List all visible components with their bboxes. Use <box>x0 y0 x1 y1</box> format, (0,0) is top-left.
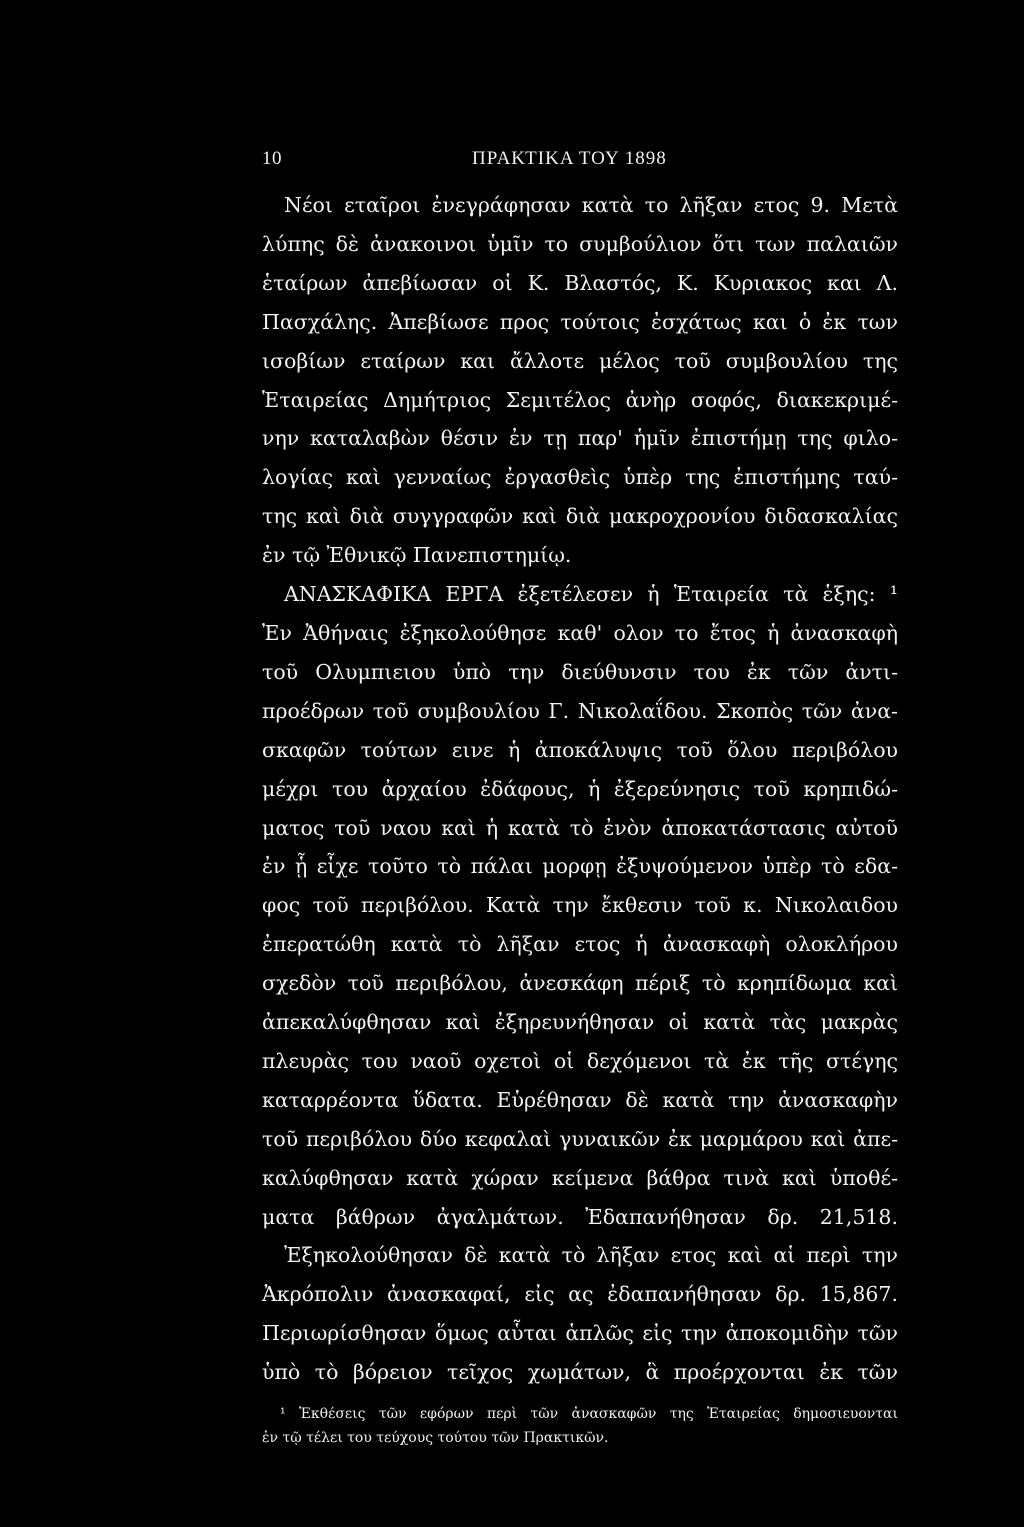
text-line: Νέοι εταῖροι ἐνεγράφησαν κατὰ το λῆξαν ετος 9. Μετὰ <box>284 193 898 217</box>
text-line: λύπης δὲ ἀνακοινοι ὑμῖν το συμβούλιον ὅτι των παλαιῶν <box>262 231 898 256</box>
text-line: καταρρέοντα ὕδατα. Εὑρέθησαν δὲ κατὰ την ἀνασκαφὴν <box>262 1087 898 1112</box>
text-line: ισοβίων εταίρων και ἄλλοτε μέλος τοῦ συμβουλίου της <box>262 348 898 373</box>
text-line: ἐν τῷ Ἐθνικῷ Πανεπιστημίῳ. <box>262 543 572 568</box>
footnote-line: ἐν τῷ τέλει του τεύχους τούτου τῶν Πρακτικῶν. <box>262 1430 609 1447</box>
text-line: μέχρι του ἀρχαίου ἐδάφους, ἡ ἐξερεύνησις τοῦ κρηπιδώ- <box>262 776 898 801</box>
section-heading-line: ΑΝΑΣΚΑΦΙΚΑ ΕΡΓΑ ἐξετέλεσεν ἡ Ἑταιρεία τὰ ἑξης: ¹ <box>284 582 898 607</box>
footnote-line: ¹ Ἐκθέσεις τῶν εφόρων περὶ τῶν ἀνασκαφῶν της Ἑταιρείας δημοσιευονται <box>280 1406 898 1423</box>
text-line: φος τοῦ περιβόλου. Κατὰ την ἔκθεσιν τοῦ κ. Νικολαιδου <box>262 893 898 918</box>
text-line: ματος τοῦ ναου καὶ ἡ κατὰ τὸ ἐνὸν ἀποκατάστασις αὐτοῦ <box>262 815 898 840</box>
text-line: σκαφῶν τούτων εινε ἡ ἀποκάλυψις τοῦ ὅλου περιβόλου <box>262 737 898 762</box>
text-line: ἑταίρων ἀπεβίωσαν οἱ Κ. Βλαστός, Κ. Κυριακος και Λ. <box>262 270 898 295</box>
text-line: καλύφθησαν κατὰ χώραν κείμενα βάθρα τινὰ καὶ ὑποθέ- <box>262 1165 898 1190</box>
text-line: τοῦ Ολυμπιειου ὑπὸ την διεύθυνσιν του ἐκ τῶν ἀντι- <box>262 659 898 684</box>
text-line: ἀπεκαλύφθησαν καὶ ἐξηρευνήθησαν οἱ κατὰ τὰς μακρὰς <box>262 1010 898 1035</box>
text-line: ἐν ᾗ εἶχε τοῦτο τὸ πάλαι μορφῃ ἐξυψούμενον ὑπὲρ τὸ εδα- <box>262 854 898 879</box>
text-line: σχεδὸν τοῦ περιβόλου, ἀνεσκάφη πέριξ τὸ κρηπίδωμα καὶ <box>262 971 898 996</box>
text-line: Ἐν Ἀθήναις ἐξηκολούθησε καθ' ολον το ἔτος ἡ ἀνασκαφὴ <box>262 620 898 645</box>
text-line: της καὶ διὰ συγγραφῶν καὶ διὰ μακροχρονίου διδασκαλίας <box>262 504 898 529</box>
footnote <box>262 1402 898 1450</box>
running-head: ΠΡΑΚΤΙΚΑ ΤΟΥ 1898 <box>472 148 667 169</box>
page <box>262 148 898 1450</box>
text-line: τοῦ περιβόλου δύο κεφαλαὶ γυναικῶν ἐκ μαρμάρου καὶ ἀπε- <box>262 1126 898 1151</box>
text-line: ἐπερατώθη κατὰ τὸ λῆξαν ετος ἡ ἀνασκαφὴ ολοκλήρου <box>262 932 898 957</box>
text-line: Περιωρίσθησαν ὅμως αὗται ἁπλῶς εἰς την ἀποκομιδὴν τῶν <box>262 1321 898 1346</box>
page-number: 10 <box>262 148 282 169</box>
body-text <box>262 186 898 1392</box>
text-line: Ἀκρόπολιν ἀνασκαφαί, εἰς ας ἐδαπανήθησαν δρ. 15,867. <box>262 1282 898 1307</box>
text-line: ματα βάθρων ἀγαλμάτων. Ἐδαπανήθησαν δρ. 21,518. <box>262 1204 898 1229</box>
text-line: Ἑταιρείας Δημήτριος Σεμιτέλος ἀνὴρ σοφός, διακεκριμέ- <box>262 387 898 412</box>
page-header <box>262 148 898 182</box>
text-line: ὑπὸ τὸ βόρειον τεῖχος χωμάτων, ἃ προέρχονται ἐκ τῶν <box>262 1360 898 1385</box>
text-line: νην καταλαβὼν θέσιν ἐν τῃ παρ' ἡμῖν ἐπιστήμῃ της φιλο- <box>262 426 898 451</box>
text-line: λογίας καὶ γενναίως ἐργασθεὶς ὑπὲρ της ἐπιστήμης ταύ- <box>262 465 898 490</box>
text-line: Ἐξηκολούθησαν δὲ κατὰ τὸ λῆξαν ετος καὶ αἱ περὶ την <box>284 1243 898 1268</box>
text-line: προέδρων τοῦ συμβουλίου Γ. Νικολαΐδου. Σκοπὸς τῶν ἀνα- <box>262 698 898 723</box>
text-line: πλευρὰς του ναοῦ οχετοὶ οἱ δεχόμενοι τὰ ἐκ τῆς στέγης <box>262 1048 898 1073</box>
text-line: Πασχάλης. Ἀπεβίωσε προς τούτοις ἐσχάτως και ὁ ἐκ των <box>262 309 898 334</box>
